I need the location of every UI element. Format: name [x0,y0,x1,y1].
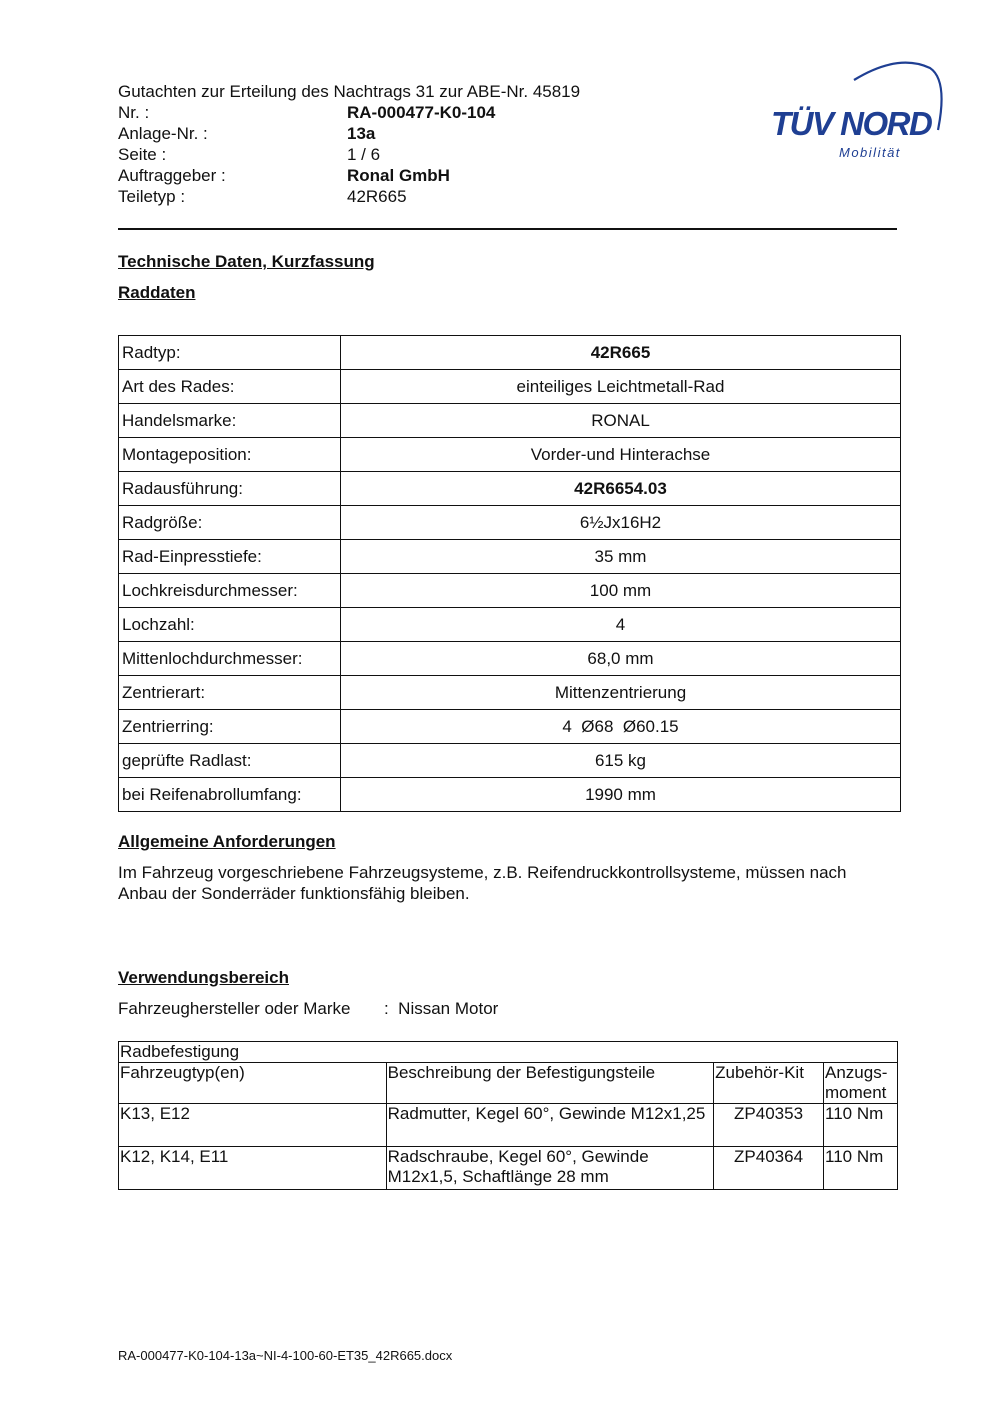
accessory-kit: ZP40364 [714,1147,824,1190]
table-key: bei Reifenabrollumfang: [119,778,341,812]
header-row-page [118,144,758,165]
table-row [119,540,901,574]
table-row [119,370,901,404]
vehicle-types: K13, E12 [119,1104,387,1147]
header-value: 13a [347,124,376,143]
table-row [119,710,901,744]
header-value: 1 / 6 [347,145,381,164]
table-key: Lochkreisdurchmesser: [119,574,341,608]
table-row [119,1147,898,1190]
heading-general-requirements: Allgemeine Anforderungen [118,832,336,851]
table-key: Rad-Einpresstiefe: [119,540,341,574]
table-value: 6½Jx16H2 [341,506,901,540]
table-row [119,778,901,812]
header-row-part-type [118,186,758,207]
table-value: Vorder-und Hinterachse [341,438,901,472]
header-row-number [118,102,758,123]
table-key: Radgröße: [119,506,341,540]
header-value: Ronal GmbH [347,166,450,185]
table-row [119,438,901,472]
table-value: 42R665 [341,336,901,370]
manufacturer-label: Fahrzeughersteller oder Marke [118,999,351,1018]
table-header-row [119,1063,898,1104]
logo-wordmark: TÜV NORD [771,105,932,142]
table-key: Lochzahl: [119,608,341,642]
column-header: Anzugs-moment [824,1063,898,1104]
table-value: 1990 mm [341,778,901,812]
heading-wheel-data: Raddaten [118,283,196,302]
table-key: Handelsmarke: [119,404,341,438]
table-value: 100 mm [341,574,901,608]
report-title: Gutachten zur Erteilung des Nachtrags 31 zur ABE-Nr. 45819 [118,82,581,101]
header-key: Seite : [118,145,167,164]
table-row [119,472,901,506]
table-key: Radtyp: [119,336,341,370]
table-key: Mittenlochdurchmesser: [119,642,341,676]
column-header: Zubehör-Kit [714,1063,824,1104]
table-value: 615 kg [341,744,901,778]
table-value: 68,0 mm [341,642,901,676]
table-caption-row [119,1042,898,1063]
header-row-client [118,165,758,186]
table-row [119,506,901,540]
table-row [119,676,901,710]
fixing-description: Radschraube, Kegel 60°, Gewinde M12x1,5, Schaftlänge 28 mm [386,1147,713,1190]
header-divider [118,228,897,230]
manufacturer-value: : Nissan Motor [384,999,499,1018]
table-row [119,608,901,642]
torque: 110 Nm [824,1104,898,1147]
column-header: Beschreibung der Befestigungsteile [386,1063,713,1104]
logo-subtitle: Mobilität [839,145,901,160]
accessory-kit: ZP40353 [714,1104,824,1147]
vehicle-types: K12, K14, E11 [119,1147,387,1190]
table-key: Art des Rades: [119,370,341,404]
document-header [118,81,758,207]
torque: 110 Nm [824,1147,898,1190]
table-key: geprüfte Radlast: [119,744,341,778]
file-name-footer: RA-000477-K0-104-13a~NI-4-100-60-ET35_42R665.docx [118,1348,453,1363]
table-value: Mittenzentrierung [341,676,901,710]
header-key: Auftraggeber : [118,166,226,185]
vehicle-manufacturer [118,999,498,1019]
table-value: einteiliges Leichtmetall-Rad [341,370,901,404]
header-key: Anlage-Nr. : [118,124,208,143]
table-row [119,336,901,370]
table-row [119,642,901,676]
table-key: Zentrierring: [119,710,341,744]
table-caption: Radbefestigung [119,1042,898,1063]
table-value: RONAL [341,404,901,438]
table-value: 4 Ø68 Ø60.15 [341,710,901,744]
table-key: Zentrierart: [119,676,341,710]
column-header: Fahrzeugtyp(en) [119,1063,387,1104]
table-value: 4 [341,608,901,642]
table-row [119,574,901,608]
header-row-annex [118,123,758,144]
table-row [119,744,901,778]
header-value: 42R665 [347,187,407,206]
table-value: 42R6654.03 [341,472,901,506]
header-key: Teiletyp : [118,187,186,206]
header-value: RA-000477-K0-104 [347,103,496,122]
heading-tech-summary: Technische Daten, Kurzfassung [118,252,375,271]
fixing-description: Radmutter, Kegel 60°, Gewinde M12x1,25 [386,1104,713,1147]
table-row [119,1104,898,1147]
wheel-fixing-table [118,1041,898,1190]
wheel-data-table [118,335,901,812]
table-value: 35 mm [341,540,901,574]
table-row [119,404,901,438]
tuev-nord-logo [768,58,948,168]
general-requirements-text: Im Fahrzeug vorgeschriebene Fahrzeugsysteme, z.B. Reifendruckkontrollsysteme, müssen nach Anbau der Sonderräder funktionsfähig bleiben. [118,863,847,903]
table-key: Montageposition: [119,438,341,472]
heading-usage-area: Verwendungsbereich [118,968,289,987]
table-key: Radausführung: [119,472,341,506]
header-key: Nr. : [118,103,150,122]
